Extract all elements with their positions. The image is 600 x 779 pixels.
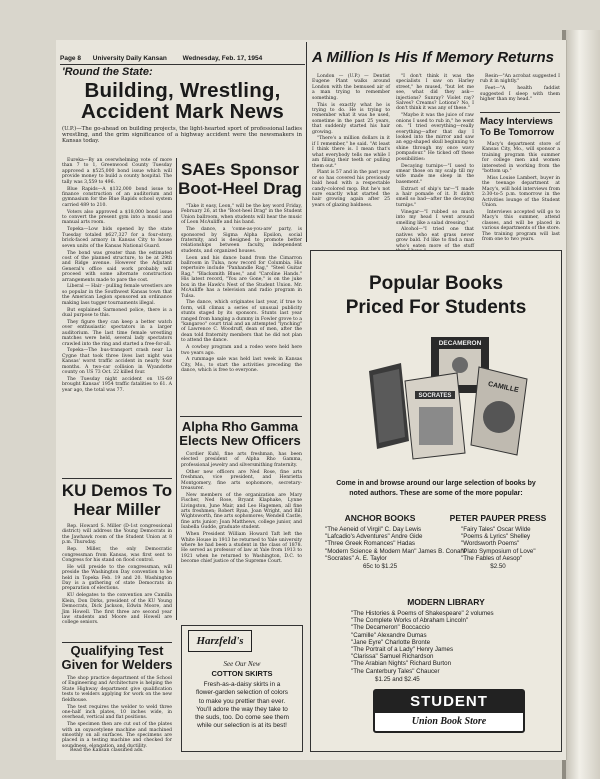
book-item: "Wordsworth Poems": [461, 540, 520, 548]
agr-body: [181, 452, 302, 620]
anchor-books-price: 65c to $1.25: [362, 563, 398, 571]
books-ad: [310, 250, 562, 752]
newspaper-page: [56, 40, 566, 760]
paragraph: Topeka—The bus-transport crash near La Cygne that took three lives last night was Kansas' worst traffic accident in nearly four months. A two-car collision in Wyandotte county on US 73 Oct. 22 killed four.: [62, 348, 172, 376]
book-item: "The Arabian Nights" Richard Burton: [351, 660, 452, 668]
paragraph: A rummage sale was held last week in Kansas City, Mo., to start the activities preceding the dance, which is free to everyone.: [181, 357, 302, 374]
book-item: "Fairy Tales" Oscar Wilde: [461, 526, 531, 533]
paragraph: Rep. Miller, the only Democratic congressman from Kansas, was first sent to Congress for his stand on flood control.: [62, 547, 172, 563]
state-kicker: 'Round the State:: [62, 66, 153, 78]
header-rule: [60, 64, 305, 65]
memory-body-col2: [396, 74, 474, 249]
peter-pauper-heading: PETER PAUPER PRESS: [449, 513, 547, 523]
paragraph: The test requires the welder to weld three one-half inch plates, 10 inches wide, in overhead, vertical and flat positions.: [62, 704, 172, 721]
book-covers-illustration: [361, 331, 531, 461]
paper-name: University Daily Kansan: [92, 55, 167, 62]
book-item: "The Fables of Aesop": [461, 554, 523, 562]
page-number: Page 8: [60, 55, 81, 62]
memory-body-col1: [312, 74, 390, 244]
camille-cover-title: CAMILLE: [487, 380, 520, 395]
paragraph: When President William Howard Taft left the White House in 1913 he returned to Yale university where he had been a student in the class of 1878. He served as professor of law at Yale from 1913 to 1921 when he returned to Washington, D.C. to become chief justice of the Supreme Court.: [181, 532, 302, 565]
page-date: Wednesday, Feb. 17, 1954: [182, 55, 263, 62]
kudemos-headline: KU Demos To Hear Miller: [61, 481, 173, 519]
book-item: "Lafcadio's Adventures" Andre Gide: [325, 533, 423, 541]
paragraph: Topeka—Low bids opened by the state Tuesday totaled $627,327 for a four-story, brick-faced armory in Kansas City to house seven units of the Kansas National Guard.: [62, 227, 172, 249]
anchor-books-section: [325, 513, 466, 571]
paragraph: Plant is 57 and in the past year or so has covered his previously bald head with a respectable candy-colored mop. But he's not sure exactly what started the hair growing again after 25 years of glazing baldness.: [312, 170, 390, 208]
paragraph: London — (U.P.) — Dentist Eugene Plant walks around London with the bemused air of a man trying to remember something.: [312, 74, 390, 101]
harzfeld-title: COTTON SKIRTS: [211, 669, 273, 678]
harzfeld-logo: Harzfeld's: [188, 630, 252, 652]
paragraph: The bond was greater than the estimated cost of the planned structure, to be at 29th and Ridge avenue. However the Adjutant General's office said work probably will proceed with some alternate construction arrangements made to pare the cost.: [62, 250, 172, 283]
page-edge: [566, 30, 600, 779]
paragraph: Macy's department store of Kansas City, Mo., will sponsor a training program this summer for college men and women interested in working from the "bottom up.": [482, 142, 560, 175]
paragraph: Interviews accepted will go to Macy's this summer, attend classes, and will be placed in various departments of the store. The training program will last from one to two years.: [482, 209, 560, 242]
book-cover-socrates: [405, 373, 465, 459]
harzfeld-body: Fresh-as-a-daisy skirts in a flower-garden selection of colors to make you prettier than ever. You'll adore the way they take to the suds, too. Do come see them while our selection is at its best!: [195, 681, 289, 730]
page-header: [60, 55, 305, 64]
paragraph: New members of the organization are Mary Fischer, Ned Rose, Bryant Klaphake, Lynne Livingston, June Mair, and Leo Hagemen, all fine arts freshmen; Robert Ryan, Joan Wright, and Bill Wightsworth, fine arts sophomores; Wendell Castle, fine arts junior; Joan Matthews, college junior, and Isabella Gudde, graduate student.: [181, 492, 303, 531]
peter-pauper-section: [443, 513, 553, 570]
classified-tagline: Read the Kansan classified ads.: [70, 748, 144, 753]
books-title-2: Priced For Students: [345, 297, 527, 318]
paragraph: "I don't think it was the specialists I saw on Harley street," he mused, "but let me see, what did they ask—injections? Sunray? Violet ray? Salves? Creams? Lotions? No, I don't think it was any of these.": [396, 74, 474, 112]
memory-headline: A Million Is His If Memory Returns: [312, 49, 554, 66]
paragraph: A cowboy program and a rodeo were held here two years ago.: [181, 345, 302, 356]
state-deck: (U.P.)—The go-ahead on building projects, the light-hearted sport of professional ladies wrestling, and the grim significance of a highway accident were the newsmakers in Kansas today.: [62, 126, 302, 145]
book-item: "Poems & Lyrics" Shelley: [461, 533, 531, 541]
saes-body: [181, 204, 302, 414]
state-story-body: [62, 158, 172, 476]
paragraph: The shop practice department of the School of Engineering and Architecture is helping the State Highway department give qualification tests to welders applying for work on the new fieldhouse.: [62, 676, 172, 703]
state-headline: Building, Wrestling, Accident Mark News: [81, 79, 284, 123]
paragraph: Feet—"A health faddist suggested I sleep with them higher than my head.": [480, 86, 560, 103]
paragraph: "Maybe it was the juice of raw onions I used to rub in," he went on. "I tried everything—really everything—after that day I looked into the mirror and saw an egg-shaped skull beginning to shine through my once wavy pompadour." He ticked off these possibilities:: [396, 113, 474, 162]
paragraph: Other new officers are Ned Rose, fine arts freshman, vice president, and Henrietta Montgomery, fine arts sophomore, secretary-treasurer.: [181, 469, 302, 491]
paragraph: "Take it easy, Leon," will be the key word Friday, February 26, at the "Boot-heel Drag" in the Student Union ballroom, when students will hear the music of Leon McAuliffe and his band.: [181, 204, 302, 226]
saes-headline: SAEs Sponsor Boot-Heel Drag: [178, 160, 302, 198]
book-item: "The Histories & Poems of Shakespeare" 2 volumes: [351, 610, 494, 617]
kudemos-body: [62, 524, 172, 640]
book-item: "Modern Science & Modern Man" James B. Conant: [325, 547, 466, 555]
book-item: "Clarissa" Samuel Richardson: [351, 653, 434, 661]
peter-pauper-price: $2.50: [490, 563, 506, 571]
macy-headline: Macy Interviews To Be Tomorrow: [480, 116, 555, 138]
paragraph: The dance, which originates last year, if true to form, will climax a series of unusual publicity stunts staged by its sponsors. Stunts last year ranged from hanging a dummy in Fowler grove to a "kangaroo" court trial and an attempted "lynching" of Lawrence C. Woodruff, dean of men, after the dean told fraternity members that he did not plan to attend the dance.: [181, 300, 302, 344]
paragraph: Blue Rapids—A $132,000 bond issue to finance construction of an auditorium and gymnasium for the Blue Rapids school system carried 489 to 210.: [62, 186, 172, 208]
macy-body: [482, 142, 560, 242]
book-item: "The Complete Works of Abraham Lincoln": [351, 617, 469, 625]
anchor-books-list: [325, 526, 466, 562]
book-item: "The Portrait of a Lady" Henry James: [351, 646, 454, 654]
paragraph: Voters also approved a $18,000 bond issue to convert the present gym into a music and manual arts room.: [62, 209, 172, 226]
modern-library-list: [351, 610, 541, 675]
paragraph: Extract of ship's tar—"I made a hair pomade of it. It didn't smell so bad—after the decaying turnips.": [396, 186, 474, 208]
modern-library-heading: MODERN LIBRARY: [407, 597, 485, 607]
book-item: "The Decameron" Boccaccio: [351, 624, 430, 632]
column-rule: [306, 42, 307, 242]
harzfeld-ad: [181, 625, 303, 752]
anchor-books-heading: ANCHOR BOOKS: [344, 513, 416, 523]
book-item: "Socrates" A. E. Taylor: [325, 554, 387, 562]
agr-headline: Alpha Rho Gamma Elects New Officers: [179, 419, 301, 448]
paragraph: Decaying turnips—"I used to smear those on my scalp till my wife made me sleep in the basement.": [396, 163, 474, 185]
paragraph: Miss Louise Lambert, buyer in the teenage department at Macy's, will hold interviews from 2:30-to-5 p.m. tomorrow in the Activities lounge of the Student Union.: [482, 175, 560, 208]
column-rule: [176, 158, 177, 620]
book-item: "Three Greek Romances" Hadas: [325, 540, 416, 548]
book-item: "The Canterbury Tales" Chaucer: [351, 667, 440, 675]
book-cover-left: [369, 363, 409, 449]
paragraph: Alcohol—"I tried one that natives who eat grass never grow bald. I'd like to find a man who's eaten more of the stuff: [396, 227, 474, 249]
decameron-cover-title: DECAMERON: [438, 340, 482, 347]
paragraph: He will preside to the congressman, will preside the Washington Day convention to be held in Topeka Feb. 19 and 20. Washington Day is a gathering of state Democrats in preparation of elections.: [62, 564, 172, 592]
welders-body: [62, 676, 172, 748]
paragraph: Cordier Kuhl, fine arts freshman, has been elected president of Alpha Rho Gamma, professional jewelry and silversmithing fraternity.: [181, 452, 302, 468]
book-item: "Camille" Alexandre Dumas: [351, 631, 427, 639]
paragraph: The specimen then are cut out of the plates with an oxyacetylene machine and machined smoothly on all surfaces. The specimens are placed in a testing machine and checked for soundness, elongation, and ductility.: [62, 722, 172, 749]
welders-headline: Qualifying Test Given for Welders: [61, 643, 173, 672]
socrates-cover-title: SOCRATES: [418, 393, 452, 399]
modern-library-section: [351, 597, 541, 683]
book-item: "The Aeneid of Virgil" C. Day Lewis: [325, 526, 422, 533]
memory-body-col3: [480, 74, 560, 110]
student-union-logo-line1: STUDENT: [375, 691, 523, 713]
paragraph: "There's a million dollars in it if I remember," he said. "At least I think there is. I mean that's what everybody tells me while I am filling their teeth or pulling them out.": [312, 136, 390, 169]
section-rule: [62, 478, 172, 479]
book-cover-camille: [471, 367, 527, 455]
paragraph: Resin—"An acrobat suggested I rub it in nightly.": [480, 74, 560, 85]
section-rule: [180, 416, 302, 417]
modern-library-price: $1.25 and $2.45: [375, 675, 420, 683]
books-intro: Come in and browse around our large selection of books by noted authors. These are some of the more popular:: [336, 480, 536, 497]
paragraph: They figure they can keep a better watch over enthusiastic spectators in a larger auditorium. The last time female wrestling matches were held, several lady spectators crawled into the ring and started a free-for-all.: [62, 319, 172, 347]
paragraph: The Tuesday night accident on US-69 brought Kansas' 1954 traffic fatalities to 61. A year ago, the total was 77.: [62, 376, 172, 393]
student-union-logo-line2: Union Book Store: [411, 716, 487, 727]
paragraph: Liberal — Hair - pulling female wrestlers are so popular in the Southwest Kansas town that the American Legion sponsored an ordinance making lass tugger tournaments illegal.: [62, 284, 172, 306]
harzfeld-intro: See Our New: [223, 660, 261, 668]
paragraph: Rep. Howard S. Miller (D-1st congressional district) will address the Young Democrats in the Jawhawk room of the Student Union at 8 p.m. Thursday.: [62, 524, 172, 546]
paragraph: KU delegates to the convention are Camilla Klein, Don Dirks, president of the KU Young Democrats, Dick Jackson, Edwin Moore, and Jim Howell. The first three are second year law students and Moore and Howell are college seniors.: [62, 593, 172, 626]
section-rule: [480, 112, 560, 113]
paragraph: Vinegar—"I rubbed so much into my head I went around smelling like a salad dressing.": [396, 209, 474, 226]
peter-pauper-list: [443, 526, 553, 562]
book-item: "Jane Eyre" Charlotte Bronte: [351, 638, 431, 646]
paragraph: Eureka—By an overwhelming vote of more than 7 to 1, Greenwood County Tuesday approved a $525,000 bond issue which will provide money to build a county hospital. The tally was 3,559 to 496.: [62, 158, 172, 185]
paragraph: Leon and his dance band from the Cimarron ballroom in Tulsa, now record for Columbia. His repertoire include "Panhandle Rag," "Steel Guitar Rag," "Blacksmith Blues," and "Caroline Hands." His latest record, "You are Gone," is on the juke box in the Hawk's Nest of the Student Union. Mr. McAuliffe has a television and radio program in Tulsa.: [181, 255, 302, 299]
books-title-1: Popular Books: [368, 273, 504, 294]
paragraph: But explained Sarmoned police, there is a dual purpose to this.: [62, 307, 172, 318]
paragraph: This is exactly what he is trying to do. He is trying to remember what it was he used, sometime in the past 25 years, that suddenly started his hair growing.: [312, 102, 390, 135]
student-union-logo: [373, 689, 525, 733]
book-item: "Plato Symposium of Love": [461, 547, 536, 555]
paragraph: The dance, a 'come-as-you-are' party, is sponsored by Sigma Alpha Epsilon, social fraternity, and is designed to promote better relationships between faculty, independent students, and organized houses.: [181, 227, 302, 254]
